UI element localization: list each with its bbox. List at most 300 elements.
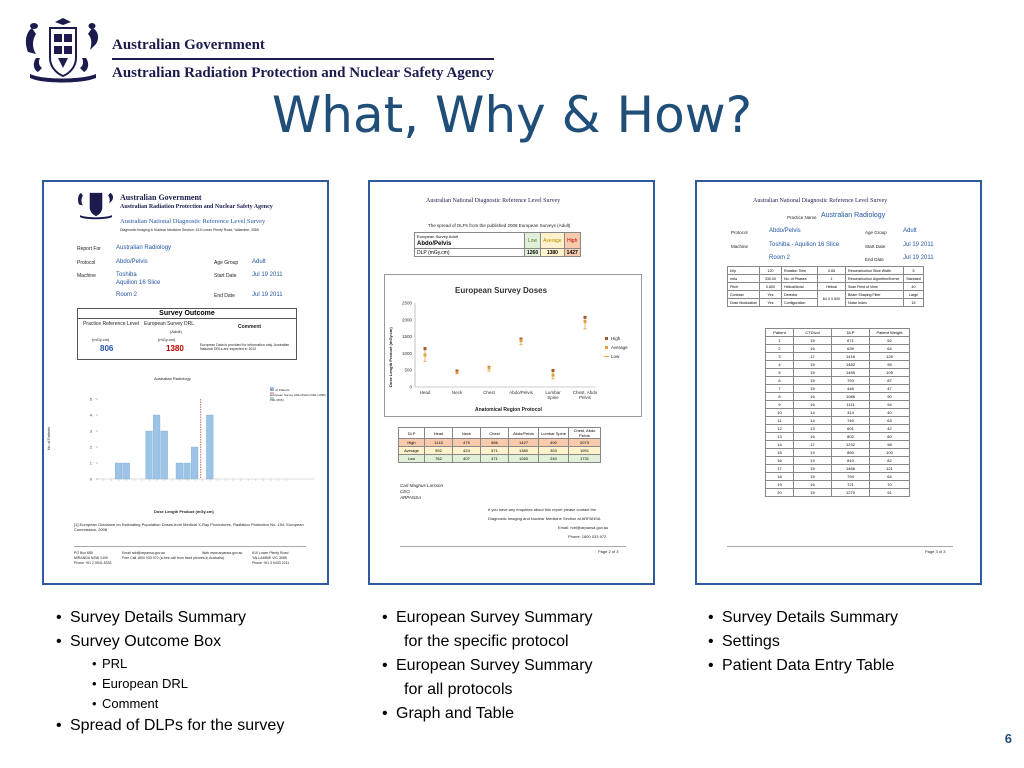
doc3-label-0: Protocol [731,230,748,235]
patient-cell: 17 [766,465,794,473]
doc2-drl-table [414,232,581,257]
doc1-rvalue-0: Adult [252,259,266,265]
patient-row [766,385,910,393]
hist-bar [153,415,160,479]
hist-legend-2: PRL (806) [270,398,284,402]
thumbnail-european-survey [368,180,655,585]
doc3-rvalue-1: Jul 19 2011 [903,242,934,248]
doc1-value-2: Toshiba [116,272,137,278]
bullet-spread-dlps: • Spread of DLPs for the survey [56,714,284,738]
legend-swatch-high [605,337,608,340]
coat-of-arms-icon [22,18,104,84]
outcome-col-prl: Practice Reference Level [83,321,139,327]
slide-title: What, Why & How? [271,86,753,144]
drl-value-high: 1427 [564,249,580,257]
doc3-value-1: Toshiba - Aquilion 16 Slice [769,242,840,248]
patient-row [766,481,910,489]
bullet-prl: • PRL [56,654,284,674]
patient-row [766,433,910,441]
patient-row [766,457,910,465]
agency-line-government: Australian Government [112,37,265,53]
patient-cell: 15 [794,385,832,393]
patient-cell: 94 [870,401,910,409]
set-0-4: Reconstruction Slice Width [845,267,903,275]
sum-r1-1: 952 [425,447,453,455]
doc1-value-4: Room 2 [116,292,138,298]
drl-row-label: DLP (mGy.cm) [415,249,525,257]
patient-cell: 52 [870,337,910,345]
patient-cell: 15 [794,489,832,497]
bullet-european-summary-2: • European Survey Summary [382,654,593,678]
patient-cell: 87 [870,377,910,385]
doc1-rlabel-0: Age Group [214,260,239,266]
patient-cell: 98 [870,441,910,449]
set-0-0: kVp [728,267,760,275]
high-marker [584,316,587,319]
set-2-5: 40 [903,283,923,291]
outcome-unit-1: (mGy.cm) [92,337,110,342]
patient-cell: 15 [794,465,832,473]
hist-y-tick-label: 0 [89,476,92,482]
footer-2: Phone +61 2 9541 8333 [74,561,112,565]
patient-cell: 10 [766,409,794,417]
outcome-unit-2: (mGy.cm) [158,337,176,342]
footer-0: PO Box 655 [74,551,93,555]
outcome-col-comment: Comment [238,324,262,330]
sum-col-5: Lumbar Spine [539,428,569,439]
patient-row [766,489,910,497]
set-1-0: mAs [728,275,760,283]
hist-bar [184,463,191,479]
sum-r0-3: 586 [481,439,509,447]
hist-bar [206,415,213,479]
patient-row [766,441,910,449]
doc1-rvalue-2: Jul 19 2011 [252,292,283,298]
sum-r1-4: 1380 [509,447,539,455]
patient-cell: 4 [766,361,794,369]
patient-cell: 671 [832,337,870,345]
doc3-rlabel-0: Age Group [865,230,887,235]
patient-cell: 810 [832,457,870,465]
contact-3: Phone: 1800 033 972 [568,534,607,539]
sum-r2-1: 762 [425,455,453,463]
doc1-value-1: Abdo/Pelvis [116,259,148,265]
doc3-rlabel-2: End Date [865,257,884,262]
patient-cell: 1455 [832,369,870,377]
contact-2: Email: ndrl@arpansa.gov.au [558,525,609,530]
hist-bar [146,431,153,479]
sum-col-3: Chest [481,428,509,439]
patient-row [766,337,910,345]
patient-row [766,369,910,377]
patient-cell: 19 [794,457,832,465]
sum-r1-2: 424 [453,447,481,455]
bullet-survey-outcome: • Survey Outcome Box [56,630,284,654]
sum-r1-0: Average [399,447,425,455]
set-4-2: Configuration [781,299,817,307]
high-marker [424,347,427,350]
signature-0: Carl-Magnus Larsson [400,483,444,488]
patient-cell: 16 [794,393,832,401]
patient-cell: 12 [766,425,794,433]
set-3-0: Contrast [728,291,760,299]
footer-5: Web www.arpansa.gov.au [202,551,243,555]
x-tick-label: Neck [451,390,463,395]
x-tick-label: Chest, Abdo [572,390,598,395]
y-tick-label: 0 [409,384,412,390]
doc2-title: Australian National Diagnostic Reference Level Survey [426,198,561,204]
set-4-0: Dose Modulation [728,299,760,307]
patient-cell: 13 [794,425,832,433]
set-2-1: 0.800 [759,283,781,291]
doses-chart-xlabel: Anatomical Region Protocol [475,407,542,413]
patient-cell: 16 [794,401,832,409]
set-0-3: 0.65 [817,267,845,275]
patient-cell: 19 [766,481,794,489]
outcome-comment-text: European Data is provided for information only. Australian National DRLs are expected in 2012 [200,343,290,351]
thumbnail-patient-data [695,180,982,585]
patient-cell: 121 [870,465,910,473]
sum-col-0: DLP [399,428,425,439]
patient-cell: 2 [766,345,794,353]
bullet-european-summary-1: • European Survey Summary [382,606,593,630]
patient-cell: 95 [870,361,910,369]
bullet-european-summary-1-cont: for the specific protocol [404,633,569,650]
sum-r2-4: 1260 [509,455,539,463]
drl-table-head: European Survey Adult [415,233,525,241]
hist-y-tick-label: 4 [89,412,92,418]
x-tick-label: Head [419,390,431,395]
set-2-2: Helical/Axial [781,283,817,291]
hist-xlabel: Dose Length Product (mGy.cm) [154,509,214,514]
patient-cell: 14 [766,441,794,449]
sum-r1-3: 571 [481,447,509,455]
outcome-col-drl-adult: (Adult) [170,329,182,334]
doc2-page: Page 2 of 3 [598,549,619,554]
average-marker [584,320,587,323]
sum-r0-2: 475 [453,439,481,447]
patient-cell: 11 [766,417,794,425]
set-3-1: Yes [759,291,781,299]
legend-swatch-low [604,356,609,357]
patient-cell: 1 [766,337,794,345]
hist-bar [161,431,168,479]
hist-y-tick-label: 2 [89,444,92,450]
sum-r0-5: 490 [539,439,569,447]
patient-row [766,409,910,417]
doc1-sub: Diagnostic Imaging & Nuclear Medicine Section, 619 Lower Plenty Road, Yallambie, 3085 [120,228,259,232]
x-tick-label: Spine [547,395,559,400]
patient-row [766,449,910,457]
patient-cell: 793 [832,377,870,385]
y-tick-label: 1000 [401,350,412,356]
set-4-4: Noise Index [845,299,903,307]
doc1-agency: Australian Radiation Protection and Nuclear Safety Agency [120,204,273,210]
patient-cell: 446 [832,385,870,393]
set-2-4: Scan Field of View [845,283,903,291]
patient-cell: 850 [832,449,870,457]
doc1-label-2: Machine [77,273,96,279]
patient-cell: 802 [832,433,870,441]
footer-8: Phone +61 3 9433 2211 [252,561,290,565]
page-number: 6 [1004,731,1012,746]
set-2-0: Pitch [728,283,760,291]
hist-legend-1: European Survey Abdo/Pelvis DRL (1380) [270,393,326,397]
patient-cell: 19 [794,449,832,457]
patient-cell: 105 [870,369,910,377]
patient-cell: 15 [794,361,832,369]
bullet-settings: • Settings [708,630,898,654]
sum-col-1: Head [425,428,453,439]
doc1-rvalue-1: Jul 19 2011 [252,272,283,278]
outcome-col-drl: European Survey DRL [144,321,195,327]
bullet-european-drl: • European DRL [56,674,284,694]
set-1-5: Standard [903,275,923,283]
doc2-summary-table [398,427,601,463]
outcome-drl-value: 1380 [166,344,184,353]
doses-chart-ylabel: Dose Length Product (mGy.cm) [388,327,393,387]
patient-row [766,425,910,433]
doc3-rvalue-2: Jul 19 2011 [903,255,934,261]
doc1-footnote: [1] European Guidance on Estimating Population Doses from Medical X-Ray Procedures, Radiation Protection No. 154, European Commission, 2008 [74,522,304,532]
patient-col-3: Patient Weight [870,329,910,337]
patient-cell: 6 [766,377,794,385]
patient-col-2: DLP [832,329,870,337]
patient-cell: 15 [794,377,832,385]
patient-cell: 47 [870,385,910,393]
footer-4: Free Call 1800 033 972 (a free call from fixed phones in Australia) [122,556,224,560]
patient-cell: 14 [794,409,832,417]
settings-table [727,266,924,307]
set-1-3: 1 [817,275,845,283]
patient-cell: 64 [870,345,910,353]
sum-r2-6: 1731 [569,455,601,463]
doc1-value-0: Australian Radiology [116,245,172,251]
doc3-title: Australian National Diagnostic Reference Level Survey [753,198,888,204]
patient-cell: 3 [766,353,794,361]
patient-cell: 40 [870,409,910,417]
outcome-title: Survey Outcome [78,309,296,319]
patient-cell: 14 [794,417,832,425]
patient-row [766,345,910,353]
patient-row [766,465,910,473]
patient-cell: 1416 [832,353,870,361]
sum-r0-6: 2073 [569,439,601,447]
high-marker [552,369,555,372]
sum-r0-1: 1143 [425,439,453,447]
doc1-rlabel-1: Start Date [214,273,237,279]
bullet-european-summary-2-cont: for all protocols [404,681,513,698]
drl-value-average: 1380 [541,249,565,257]
patient-cell: 13 [766,433,794,441]
sum-r2-5: 240 [539,455,569,463]
set-0-1: 120 [759,267,781,275]
patient-cell: 17 [794,441,832,449]
patient-cell: 639 [832,345,870,353]
patient-cell: 1270 [832,489,870,497]
doc3-practice-label: Practice Name [787,215,817,220]
bullet-survey-details: • Survey Details Summary [56,606,284,630]
patient-data-table [765,328,910,497]
x-tick-label: Abdo/Pelvis [509,390,533,395]
patient-cell: 16 [794,433,832,441]
sum-col-6: Chest, Abdo Pelvis [569,428,601,439]
patient-row [766,361,910,369]
patient-col-1: CTDIvol [794,329,832,337]
patient-cell: 90 [870,393,910,401]
hist-y-tick-label: 5 [89,396,92,402]
bullet-graph-table: • Graph and Table [382,702,593,726]
sum-col-4: Abdo/Pelvis [509,428,539,439]
doc3-page: Page 3 of 3 [925,549,946,554]
doc1-rlabel-2: End Date [214,293,235,299]
sum-col-2: Neck [453,428,481,439]
european-doses-chart-frame [384,274,642,417]
sum-r2-2: 407 [453,455,481,463]
set-3-4: Beam Shaping Filter [845,291,903,299]
patient-cell: 80 [870,433,910,441]
y-tick-label: 1500 [401,334,412,340]
patient-cell: 9 [766,401,794,409]
patient-cell: 794 [832,473,870,481]
sum-r1-5: 353 [539,447,569,455]
patient-cell: 8 [766,393,794,401]
doses-legend-low: Low [611,354,620,359]
patient-cell: 16 [794,345,832,353]
patient-cell: 16 [794,481,832,489]
thumbnail-survey-details [42,180,329,585]
set-1-1: 330.00 [759,275,781,283]
set-2-3: Helical [817,283,845,291]
doc1-footer-rule [74,546,306,547]
set-0-5: 5 [903,267,923,275]
doc2-footer-rule [400,546,626,547]
patient-cell: 17 [794,353,832,361]
patient-cell: 1482 [832,361,870,369]
doc1-label-0: Report For [77,246,101,252]
doc3-value-0: Abdo/Pelvis [769,228,801,234]
bullet-comment: • Comment [56,694,284,714]
bullet-survey-details-3: • Survey Details Summary [708,606,898,630]
doses-chart-title: European Survey Doses [455,286,548,295]
doses-legend-high: High [611,336,621,341]
x-tick-label: Lumbar [545,390,561,395]
footer-7: YALLAMBIE VIC 3085 [252,556,287,560]
x-tick-label: Chest [483,390,495,395]
patient-cell: 82 [870,457,910,465]
drl-col-high: High [564,233,580,249]
hist-y-tick-label: 1 [89,460,92,466]
doc1-value-3: Aquilion 16 Slice [116,280,161,286]
patient-cell: 18 [766,473,794,481]
y-tick-label: 2000 [401,317,412,323]
patient-row [766,353,910,361]
set-3-2: Detector [781,291,817,299]
patient-cell: 1466 [832,465,870,473]
patient-cell: 70 [870,481,910,489]
footer-1: MIRANDA NSW 1490 [74,556,108,560]
patient-cell: 42 [870,425,910,433]
doc3-footer-rule [727,546,953,547]
legend-swatch-average [605,346,608,349]
outcome-prl-value: 806 [100,344,114,353]
survey-outcome-box [77,308,297,360]
hist-title: Australian Radiology [154,376,191,381]
doc3-rvalue-0: Adult [903,228,917,234]
doc1-gov: Australian Government [120,193,202,202]
patient-cell: 601 [832,425,870,433]
patient-cell: 721 [832,481,870,489]
hist-bar [176,463,183,479]
average-marker [552,374,555,377]
hist-bar [123,463,130,479]
y-tick-label: 2500 [401,300,412,306]
patient-row [766,401,910,409]
sum-r2-0: Low [399,455,425,463]
set-4-5: 15 [903,299,923,307]
set-3-5: Large [903,291,923,299]
patient-cell: 64 [870,473,910,481]
doc3-rlabel-1: Start Date [865,244,886,249]
average-marker [520,339,523,342]
patient-row [766,417,910,425]
patient-cell: 15 [794,369,832,377]
contact-1: Diagnostic Imaging and Nuclear Medicine Section at ARPANSA [488,516,601,521]
sum-r0-4: 1427 [509,439,539,447]
patient-cell: 7 [766,385,794,393]
doc-coat-of-arms-icon [76,188,116,220]
patient-cell: 15 [794,473,832,481]
drl-value-low: 1260 [525,249,541,257]
sum-r0-0: High [399,439,425,447]
average-marker [456,371,459,374]
patient-row [766,393,910,401]
signature-1: CEO [400,489,410,494]
patient-cell: 1086 [832,393,870,401]
doses-legend-average: Average [611,345,628,350]
drl-col-average: Average [541,233,565,249]
set-1-4: Reconstruction Algorithm/Kernel [845,275,903,283]
signature-2: ARPANSA [400,495,422,500]
set-0-2: Rotation Time [781,267,817,275]
doc3-practice: Australian Radiology [821,212,886,219]
patient-cell: 15 [794,337,832,345]
agency-line-arpansa: Australian Radiation Protection and Nuclear Safety Agency [112,58,494,84]
set-1-2: No. of Phases [781,275,817,283]
patient-row [766,473,910,481]
bullets-column-2 [382,606,593,726]
doc3-value-2: Room 2 [769,255,791,261]
hist-ylabel: No. of Patients [47,427,51,450]
x-tick-label: Pelvis [578,395,592,400]
patient-cell: 1232 [832,441,870,449]
patient-cell: 63 [870,417,910,425]
bullets-column-1 [56,606,284,738]
patient-cell: 5 [766,369,794,377]
patient-cell: 126 [870,353,910,361]
patient-cell: 100 [870,449,910,457]
set-3-3: 64 X 0.500 [817,291,845,307]
patient-cell: 740 [832,417,870,425]
patient-cell: 15 [766,449,794,457]
hist-y-tick-label: 3 [89,428,92,434]
patient-cell: 314 [832,409,870,417]
drl-col-low: Low [525,233,541,249]
hist-bar [115,463,122,479]
patient-cell: 91 [870,489,910,497]
drl-table-protocol: Abdo/Pelvis [415,241,525,249]
hist-bar [191,447,198,479]
